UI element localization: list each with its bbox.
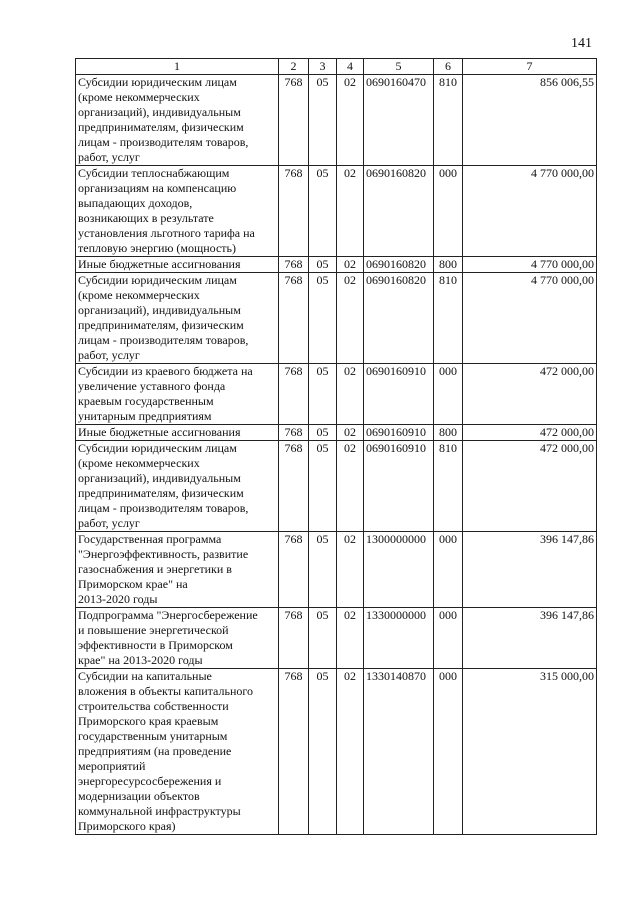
section-code: 05 [309,669,337,835]
table-row [76,669,597,835]
header-cell: 5 [364,59,434,75]
expense-type-code: 000 [434,608,463,669]
section-code: 05 [309,608,337,669]
expense-type-code: 810 [434,273,463,364]
budget-item-name: Иные бюджетные ассигнования [76,425,279,441]
section-code: 05 [309,75,337,166]
section-code: 05 [309,532,337,608]
ministry-code: 768 [279,257,309,273]
expense-type-code: 810 [434,441,463,532]
ministry-code: 768 [279,75,309,166]
subsection-code: 02 [337,166,364,257]
amount: 4 770 000,00 [463,257,597,273]
section-code: 05 [309,273,337,364]
table-row [76,364,597,425]
header-cell: 3 [309,59,337,75]
budget-item-name: Подпрограмма "Энергосбережение и повышение энергетической эффективности в Приморском крае" на 2013-2020 годы [76,608,279,669]
budget-item-name: Субсидии теплоснабжающим организациям на компенсацию выпадающих доходов, возникающих в результате установления льготного тарифа на тепловую энергию (мощность) [76,166,279,257]
target-item-code: 0690160910 [364,441,434,532]
subsection-code: 02 [337,532,364,608]
table-row [76,273,597,364]
budget-item-name: Субсидии юридическим лицам (кроме некоммерческих организаций), индивидуальным предпринимателям, физическим лицам - производителям товаров, работ, услуг [76,75,279,166]
ministry-code: 768 [279,441,309,532]
amount: 472 000,00 [463,425,597,441]
amount: 396 147,86 [463,532,597,608]
budget-item-name: Субсидии юридическим лицам (кроме некоммерческих организаций), индивидуальным предпринимателям, физическим лицам - производителям товаров, работ, услуг [76,441,279,532]
budget-table [75,58,597,835]
expense-type-code: 800 [434,257,463,273]
target-item-code: 0690160910 [364,425,434,441]
target-item-code: 1300000000 [364,532,434,608]
budget-item-name: Субсидии юридическим лицам (кроме некоммерческих организаций), индивидуальным предпринимателям, физическим лицам - производителям товаров, работ, услуг [76,273,279,364]
ministry-code: 768 [279,273,309,364]
expense-type-code: 800 [434,425,463,441]
section-code: 05 [309,441,337,532]
budget-item-name: Субсидии из краевого бюджета на увеличение уставного фонда краевым государственным унитарным предприятиям [76,364,279,425]
target-item-code: 0690160820 [364,257,434,273]
amount: 856 006,55 [463,75,597,166]
header-cell: 6 [434,59,463,75]
ministry-code: 768 [279,532,309,608]
header-cell: 2 [279,59,309,75]
subsection-code: 02 [337,257,364,273]
amount: 4 770 000,00 [463,273,597,364]
target-item-code: 0690160820 [364,273,434,364]
subsection-code: 02 [337,364,364,425]
subsection-code: 02 [337,441,364,532]
expense-type-code: 000 [434,364,463,425]
header-cell: 4 [337,59,364,75]
amount: 315 000,00 [463,669,597,835]
budget-item-name: Иные бюджетные ассигнования [76,257,279,273]
header-cell: 1 [76,59,279,75]
subsection-code: 02 [337,669,364,835]
amount: 4 770 000,00 [463,166,597,257]
target-item-code: 0690160910 [364,364,434,425]
subsection-code: 02 [337,425,364,441]
table-row [76,75,597,166]
table-row [76,257,597,273]
subsection-code: 02 [337,608,364,669]
table-row [76,608,597,669]
budget-item-name: Государственная программа "Энергоэффективность, развитие газоснабжения и энергетики в Приморском крае" на 2013-2020 годы [76,532,279,608]
expense-type-code: 000 [434,669,463,835]
target-item-code: 1330000000 [364,608,434,669]
table-row [76,532,597,608]
amount: 396 147,86 [463,608,597,669]
expense-type-code: 000 [434,532,463,608]
table-row [76,441,597,532]
section-code: 05 [309,364,337,425]
section-code: 05 [309,425,337,441]
header-row [76,59,597,75]
amount: 472 000,00 [463,441,597,532]
section-code: 05 [309,257,337,273]
table-row [76,166,597,257]
subsection-code: 02 [337,75,364,166]
expense-type-code: 000 [434,166,463,257]
expense-type-code: 810 [434,75,463,166]
section-code: 05 [309,166,337,257]
ministry-code: 768 [279,425,309,441]
budget-item-name: Субсидии на капитальные вложения в объекты капитального строительства собственности Приморского края краевым государственным унитарным предприятиям (на проведение мероприятий энергоресурсосбережения и модернизации объектов коммунальной инфраструктуры Приморского края) [76,669,279,835]
page-number: 141 [571,36,592,51]
amount: 472 000,00 [463,364,597,425]
ministry-code: 768 [279,166,309,257]
header-cell: 7 [463,59,597,75]
target-item-code: 0690160470 [364,75,434,166]
subsection-code: 02 [337,273,364,364]
ministry-code: 768 [279,608,309,669]
ministry-code: 768 [279,669,309,835]
table-row [76,425,597,441]
target-item-code: 1330140870 [364,669,434,835]
target-item-code: 0690160820 [364,166,434,257]
ministry-code: 768 [279,364,309,425]
